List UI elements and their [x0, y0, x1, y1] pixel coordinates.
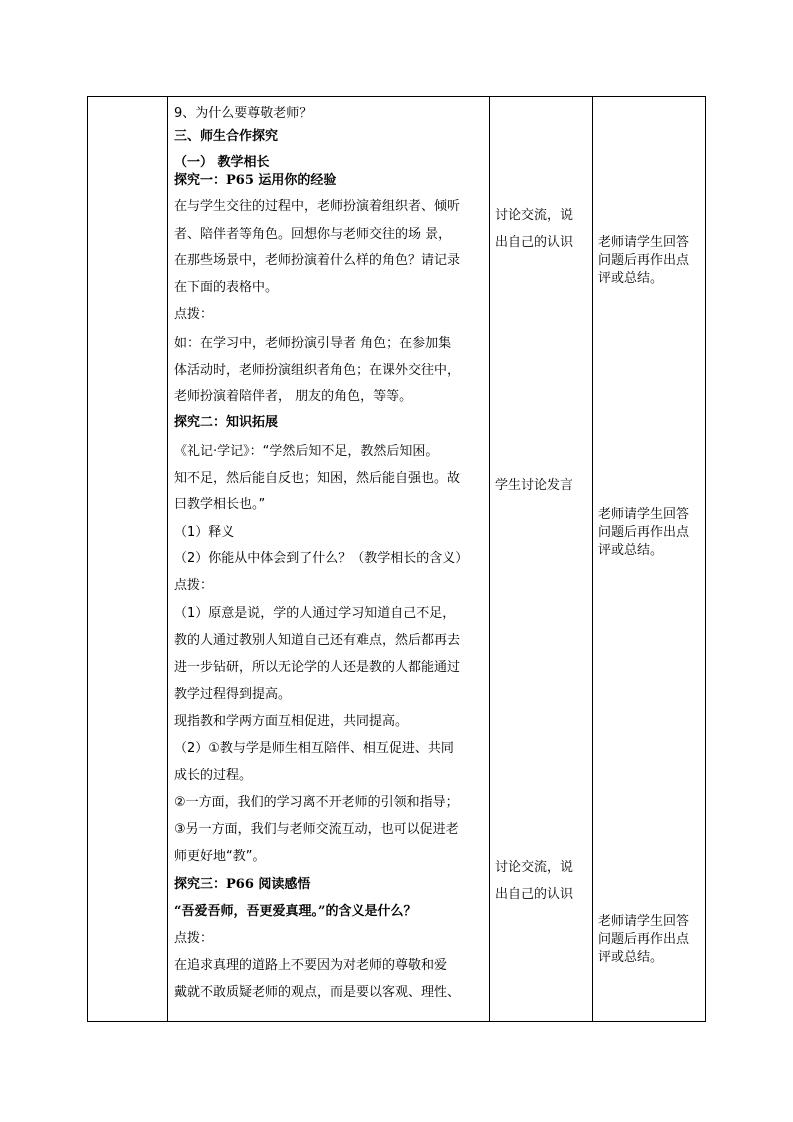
content-line: 探究二：知识拓展: [174, 415, 279, 430]
content-line: 曰教学相长也。”: [174, 497, 266, 512]
content-line: 教学过程得到提高。: [174, 687, 292, 702]
content-line: 如：在学习中，老师扮演引导者 角色；在参加集: [174, 336, 452, 351]
content-line: 探究三：P66 阅读感悟: [174, 877, 311, 892]
content-line: 师更好地“教”。: [174, 849, 266, 864]
activity-line: 讨论交流，说: [495, 860, 574, 875]
column-divider: [167, 97, 168, 1021]
note-line: 问题后再作出点: [598, 253, 690, 268]
content-line: “吾爱吾师，吾更爱真理。”的含义是什么？: [174, 904, 417, 919]
content-line: 戴就不敢质疑老师的观点，而是要以客观、理性、: [174, 985, 461, 1000]
activity-line: 讨论交流，说: [495, 208, 574, 223]
content-line: 在追求真理的道路上不要因为对老师的尊敬和爱: [174, 958, 448, 973]
content-line: 老师扮演着陪伴者， 朋友的角色，等等。: [174, 389, 413, 404]
content-line: （1）释义: [174, 525, 235, 540]
note-line: 问题后再作出点: [598, 525, 690, 540]
content-line: 在那些场景中，老师扮演着什么样的角色？请记录: [174, 253, 461, 268]
content-line: 知不足，然后能自反也；知困，然后能自强也。故: [174, 471, 461, 486]
content-line: 进一步钻研，所以无论学的人还是教的人都能通过: [174, 660, 461, 675]
content-line: 者、陪伴者等角色。回想你与老师交往的场 景，: [174, 227, 452, 242]
content-line: （1）原意是说，学的人通过学习知道自己不足，: [174, 606, 456, 621]
activity-line: 出自己的认识: [495, 235, 574, 250]
content-line: 体活动时，老师扮演组织者角色；在课外交往中，: [174, 363, 461, 378]
note-line: 问题后再作出点: [598, 932, 690, 947]
content-line: 9、为什么要尊敬老师？: [174, 106, 313, 121]
note-line: 老师请学生回答: [598, 914, 690, 929]
content-line: 探究一：P65 运用你的经验: [174, 173, 337, 188]
note-line: 评或总结。: [598, 543, 664, 558]
content-line: 在与学生交往的过程中，老师扮演着组织者、倾听: [174, 199, 461, 214]
lesson-table: [87, 96, 706, 1022]
content-line: 现指教和学两方面互相促进，共同提高。: [174, 714, 409, 729]
note-line: 评或总结。: [598, 950, 664, 965]
content-line: ③另一方面，我们与老师交流互动，也可以促进老: [174, 822, 459, 837]
activity-line: 出自己的认识: [495, 887, 574, 902]
note-line: 评或总结。: [598, 271, 664, 286]
content-line: 三、师生合作探究: [174, 129, 279, 144]
content-line: （2）你能从中体会到了什么？（教学相长的含义）: [174, 551, 469, 566]
note-line: 老师请学生回答: [598, 235, 690, 250]
content-line: 在下面的表格中。: [174, 280, 279, 295]
content-line: 教的人通过教别人知道自己还有难点，然后都再去: [174, 633, 461, 648]
column-divider: [592, 97, 593, 1021]
content-line: 点拨：: [174, 578, 214, 593]
content-line: （一） 教学相长: [174, 155, 270, 170]
content-line: ②一方面，我们的学习离不开老师的引领和指导；: [174, 795, 459, 810]
note-line: 老师请学生回答: [598, 507, 690, 522]
content-line: 点拨：: [174, 931, 214, 946]
content-line: 《礼记·学记》：“学然后知不足，教然后知困。: [174, 444, 439, 459]
activity-line: 学生讨论发言: [495, 478, 574, 493]
content-line: （2）①教与学是师生相互陪伴、相互促进、共同: [174, 741, 454, 756]
column-divider: [489, 97, 490, 1021]
content-line: 点拨：: [174, 307, 214, 322]
content-line: 成长的过程。: [174, 768, 253, 783]
